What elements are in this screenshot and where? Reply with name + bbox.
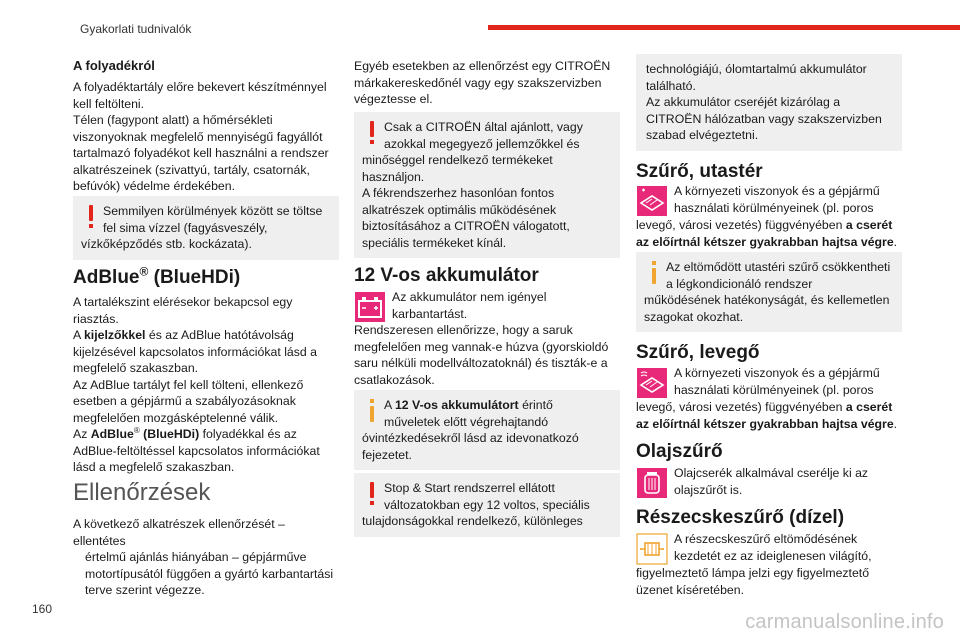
warning-box-water: Semmilyen körülmények között se töltse fel sima vízzel (fagyásveszély, vízkőképződés stb. kockázata). (73, 196, 339, 260)
info-icon (644, 259, 666, 291)
warning-box-stopstart: Stop & Start rendszerrel ellátott változatokban egy 12 voltos, speciális tulajdonságokkal rendelkező, különleges (354, 473, 620, 537)
battery-paragraph: Rendszeresen ellenőrizze, hogy a saruk megfelelően meg vannak-e húzva (gyorskioldó saru nélküli modellváltozatoknál) és tiszták-e a csatlakozások. (354, 323, 609, 387)
air-filter-icon (636, 367, 668, 399)
info-box-battery: A 12 V-os akkumulátort érintő műveletek előtt végrehajtandó óvintézkedésekről lásd az idevonatkozó fejezetet. (354, 390, 620, 470)
battery-icon (354, 291, 386, 323)
warning-exclamation-icon (81, 203, 103, 235)
cabin-filter-block: A környezeti viszonyok és a gépjármű használati körülményeinek (pl. poros levegő, városi vezetés) függvényében a cserét az előírtnál kétszer gyakrabban hajtsa végre. (636, 184, 898, 249)
info-icon (362, 397, 384, 429)
checks-intro: Egyéb esetekben az ellenőrzést egy CITROËN márkakereskedőnél vagy egy szakszervizben végeztesse el. (354, 59, 611, 106)
particle-filter-heading: Részecskeszűrő (dízel) (636, 507, 845, 528)
checks-heading: Ellenőrzések (73, 479, 211, 506)
watermark: carmanualsonline.info (745, 611, 944, 633)
adblue-heading: AdBlue® (BlueHDi) (73, 264, 241, 288)
warning-exclamation-icon (362, 480, 384, 512)
air-filter-heading: Szűrő, levegő (636, 342, 760, 363)
air-filter-block: A környezeti viszonyok és a gépjármű használati körülményeinek (pl. poros levegő, városi vezetés) függvényében a cserét az előírtnál kétszer gyakrabban hajtsa végre. (636, 366, 898, 431)
warning-box-continued: technológiájú, ólomtartalmú akkumulátor található. Az akkumulátor cseréjét kizárólag a CITROËN hálózatban vagy szakszervizben szabad elvégeztetni. (636, 54, 902, 151)
checks-paragraph: A következő alkatrészek ellenőrzését – ellentétes értelmű ajánlás hiányában – gépjárműve motortípusától függően a gyártó karbantartási terve szerint végezze. (73, 517, 334, 597)
adblue-paragraph: A tartalékszint elérésekor bekapcsol egy riasztás. A kijelzőkkel és az AdBlue hatótávolság kijelzésével kapcsolatos információkat lásd a megfelelő szakaszban. Az AdBlue tartályt fel kell tölteni, ellenkező esetben a gépjármű a szabályozásoknak megfelelően mozgásképtelenné válik. Az AdBlue® (BlueHDi) folyadékkal és az AdBlue-feltöltéssel kapcsolatos információkat lásd a megfelelő szakaszban. (73, 295, 320, 474)
warning-box-products: Csak a CITROËN által ajánlott, vagy azokkal megegyező jellemzőkkel és minőséggel rendelkező termékeket használjon. A fékrendszerhez hasonlóan fontos alkatrészek optimális működésének biztosításához a CITROËN válogatott, speciális termékeket kínál. (354, 112, 620, 258)
page-number: 160 (32, 602, 53, 616)
header-accent-bar (488, 25, 960, 30)
oil-filter-heading: Olajszűrő (636, 441, 723, 462)
warning-exclamation-icon (362, 119, 384, 151)
fluid-paragraph: A folyadéktartály előre bekevert készítménnyel kell feltölteni. Télen (fagypont alatt) a hőmérsékleti viszonyoknak megfelelő mennyiségű fagyállót tartalmazó folyadékot kell használni a rendszer alkatrészeinek (szivattyú, tartály, csatornák, befúvók) védelme érdekében. (73, 80, 329, 193)
particle-filter-warning-icon (636, 533, 668, 565)
running-header: Gyakorlati tudnivalók (80, 22, 192, 36)
fluid-heading: A folyadékról (73, 58, 155, 73)
cabin-filter-icon (636, 185, 668, 217)
cabin-filter-heading: Szűrő, utastér (636, 161, 763, 182)
particle-filter-block: A részecskeszűrő eltömődésének kezdetét ez az ideiglenesen világító, figyelmeztető lámpa jelzi egy figyelmeztető üzenet kíséretében. (636, 532, 872, 597)
battery-heading: 12 V-os akkumulátor (354, 265, 539, 286)
oil-filter-icon (636, 467, 668, 499)
info-box-cabin-filter: Az eltömődött utastéri szűrő csökkentheti a légkondicionáló rendszer működésének hatékonyságát, és kellemetlen szagokat okozhat. (636, 252, 902, 332)
oil-filter-block: Olajcserék alkalmával cserélje ki az olajszűrőt is. (636, 465, 902, 499)
battery-icon-row: Az akkumulátor nem igényel karbantartást. (354, 289, 620, 323)
